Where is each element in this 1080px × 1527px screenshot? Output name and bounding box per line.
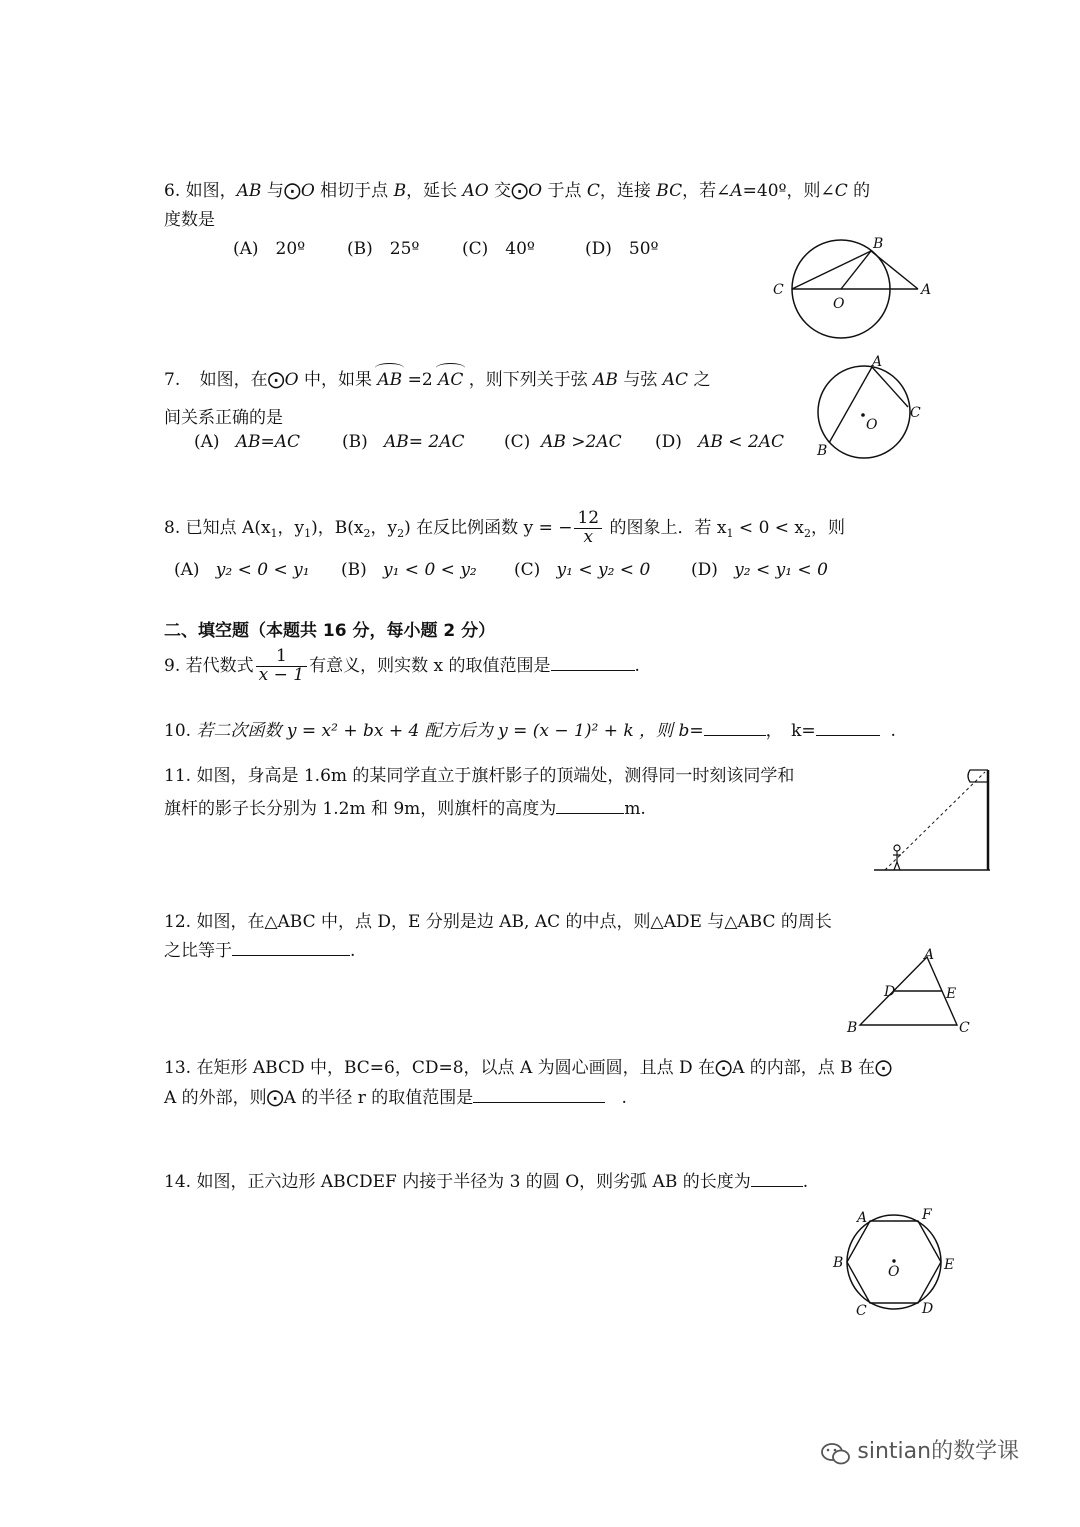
q7-text: 如图，在⨀ — [199, 370, 285, 390]
q10-b-blank[interactable] — [704, 721, 766, 736]
q6-text: AB — [236, 181, 262, 201]
q6-text: B — [393, 181, 407, 201]
q7-text: AC — [662, 370, 689, 390]
q9-frac-num: 1 — [256, 648, 307, 667]
q6-text: 于点 — [542, 181, 587, 201]
q11-number: 11. — [164, 766, 192, 786]
q13-text: 在矩形 ABCD 中，BC=6，CD=8，以点 A 为圆心画圆，且点 D 在⨀A 的内部，点 B 在⨀ — [196, 1058, 893, 1078]
q12-text: . — [350, 941, 356, 961]
q6-text: C — [586, 181, 600, 201]
q14-label-b: B — [833, 1255, 844, 1271]
q11-line2 — [164, 794, 646, 819]
q6-line-ba — [871, 251, 918, 289]
q8-sub: 2 — [397, 527, 405, 541]
q7-number: 7. — [164, 370, 181, 390]
q6-text: ，连接 — [599, 181, 657, 201]
q11-figure — [870, 760, 995, 875]
q12-answer-blank[interactable] — [232, 941, 350, 956]
q11-answer-blank[interactable] — [556, 799, 624, 814]
q14-text: 如图，正六边形 ABCDEF 内接于半径为 3 的圆 O，则劣弧 AB 的长度为 — [196, 1172, 751, 1192]
q11-flag — [968, 770, 988, 782]
q10-line — [164, 716, 896, 741]
q8-sub: 2 — [804, 527, 812, 541]
q12-number: 12. — [164, 912, 192, 932]
q8-option-text: y₂ < 0 < y₁ — [215, 560, 310, 580]
q6-text: 与⨀ — [261, 181, 301, 201]
q10-text: ， k= — [765, 721, 816, 741]
q8-text: )，B(x — [311, 517, 364, 538]
q7-arc-ac: AC — [438, 370, 464, 390]
q8-text: 已知点 A(x — [185, 517, 271, 538]
watermark — [820, 1434, 1019, 1467]
q8-sub: 1 — [270, 527, 278, 541]
q13-line1 — [164, 1053, 892, 1078]
q6-option-b[interactable]: (B) 25º — [347, 239, 420, 259]
q7-label-a: A — [872, 355, 883, 370]
q7-option-label: (B) — [342, 432, 368, 452]
q9-text: 有意义，则实数 x 的取值范围是 — [309, 655, 551, 676]
q6-figure — [765, 230, 945, 345]
q10-text: 若二次函数 y = x² + bx + 4 配方后为 y = (x − 1)² + k ，则 b= — [196, 721, 704, 741]
q6-line-ob — [841, 251, 871, 289]
q6-text: AO — [462, 181, 489, 201]
q9-answer-blank[interactable] — [551, 656, 635, 671]
q8-sub: 1 — [726, 527, 734, 541]
q8-text: ，则 — [811, 517, 846, 538]
q14-label-a: A — [857, 1210, 868, 1226]
q8-option-a[interactable] — [174, 560, 310, 580]
q12-text: 之比等于 — [164, 941, 232, 961]
q8-option-label: (C) — [514, 560, 541, 580]
q9-text: 若代数式 — [185, 655, 254, 676]
q6-text: O — [528, 181, 543, 201]
q7-label-c: C — [910, 405, 921, 421]
q6-text: BC — [656, 181, 683, 201]
q10-k-blank[interactable] — [816, 721, 880, 736]
q6-text: 如图， — [185, 181, 237, 201]
q6-label-o: O — [833, 296, 845, 312]
q14-number: 14. — [164, 1172, 192, 1192]
q6-line1 — [164, 176, 870, 201]
q14-label-e: E — [944, 1257, 955, 1273]
q9-line — [164, 648, 640, 685]
q14-label-c: C — [856, 1303, 867, 1319]
q7-text: O — [284, 370, 299, 390]
q13-text: . — [621, 1088, 627, 1108]
q8-frac-num: 12 — [574, 510, 602, 529]
q9-frac-den: x − 1 — [258, 664, 305, 685]
q6-label-a: A — [921, 282, 932, 298]
q11-person-leg — [897, 862, 900, 870]
q14-text: . — [802, 1172, 809, 1192]
q7-text: 之 — [688, 370, 711, 390]
q12-label-d: D — [884, 984, 896, 1000]
q7-option-a[interactable] — [194, 432, 300, 452]
q12-label-e: E — [946, 986, 957, 1002]
q7-option-b[interactable] — [342, 432, 465, 452]
q12-line2 — [164, 936, 355, 961]
q8-number: 8. — [164, 517, 181, 538]
q9-fraction — [256, 648, 307, 685]
q10-text: . — [890, 721, 896, 741]
q8-sub: 2 — [363, 527, 371, 541]
q7-option-label: (C) — [504, 432, 531, 452]
q7-option-d[interactable] — [655, 432, 784, 452]
q7-label-b: B — [817, 443, 828, 459]
q7-option-text: AB=AC — [235, 432, 301, 452]
wechat-icon — [820, 1441, 852, 1467]
q6-option-d[interactable]: (D) 50º — [585, 239, 659, 259]
q7-option-text: AB < 2AC — [698, 432, 785, 452]
q6-text: ，延长 — [406, 181, 463, 201]
q11-person-head — [894, 845, 900, 851]
q7-option-text: AB >2AC — [541, 432, 622, 452]
q7-arc-ab: AB — [377, 370, 403, 390]
q6-label-b: B — [873, 236, 884, 252]
q14-label-o: O — [888, 1264, 900, 1280]
q7-text: 中，如果 — [298, 370, 378, 390]
q8-sub: 1 — [304, 527, 312, 541]
q7-label-o: O — [866, 417, 878, 433]
q8-option-label: (D) — [691, 560, 718, 580]
q6-text: 交⨀ — [488, 181, 529, 201]
q8-text: ) 在反比例函数 y = − — [404, 517, 573, 538]
q13-answer-blank[interactable] — [473, 1088, 605, 1103]
q6-label-c: C — [773, 282, 784, 298]
q14-label-d: D — [922, 1301, 934, 1317]
q6-option-a[interactable]: (A) 20º — [233, 239, 306, 259]
q8-option-d[interactable] — [691, 560, 828, 580]
q7-line1 — [164, 365, 710, 390]
q6-number: 6. — [164, 181, 181, 201]
q8-text: ，y — [370, 517, 398, 538]
q7-text: =2 — [402, 370, 439, 390]
q11-text: 旗杆的影子长分别为 1.2m 和 9m，则旗杆的高度为 — [164, 799, 557, 819]
q7-text: 与弦 — [617, 370, 663, 390]
q8-line1 — [164, 510, 845, 547]
q8-text: < 0 < x — [733, 517, 805, 538]
q9-number: 9. — [164, 655, 181, 676]
q6-text: A — [730, 181, 743, 201]
q7-text: AB — [593, 370, 618, 390]
q12-label-b: B — [847, 1020, 858, 1036]
q8-option-text: y₂ < y₁ < 0 — [734, 560, 828, 580]
section-heading: 二、填空题（本题共 16 分，每小题 2 分） — [164, 621, 496, 641]
q14-center-dot — [892, 1259, 895, 1262]
q6-text: O — [300, 181, 315, 201]
q11-person-leg — [894, 862, 897, 870]
q7-text: ，则下列关于弦 — [463, 370, 594, 390]
q8-text: ，y — [277, 517, 305, 538]
q8-option-b[interactable] — [341, 560, 477, 580]
q7-figure — [805, 355, 930, 465]
q12-label-a: A — [924, 947, 935, 963]
q6-line2: 度数是 — [164, 210, 215, 230]
q7-option-label: (A) — [194, 432, 220, 452]
q10-number: 10. — [164, 721, 192, 741]
q7-center-dot — [861, 413, 865, 417]
q8-fraction — [574, 510, 602, 547]
watermark-text: sintian的数学课 — [857, 1439, 1020, 1464]
q8-option-label: (B) — [341, 560, 367, 580]
q14-label-f: F — [922, 1207, 932, 1223]
q13-line2 — [164, 1083, 627, 1108]
q7-option-label: (D) — [655, 432, 682, 452]
q8-frac-den: x — [583, 526, 594, 547]
q6-text: 的 — [847, 181, 871, 201]
q13-text: A 的外部，则⨀A 的半径 r 的取值范围是 — [164, 1088, 474, 1108]
q8-option-text: y₁ < y₂ < 0 — [556, 560, 651, 580]
q12-text: 如图，在△ABC 中，点 D，E 分别是边 AB, AC 的中点，则△ADE 与△ABC 的周长 — [196, 912, 832, 932]
q11-text: m. — [624, 799, 646, 819]
q6-option-c[interactable]: (C) 40º — [462, 239, 535, 259]
q7-option-text: AB= 2AC — [383, 432, 465, 452]
q6-text: =40º，则∠ — [742, 181, 835, 201]
q14-answer-blank[interactable] — [751, 1172, 803, 1187]
q13-number: 13. — [164, 1058, 192, 1078]
q12-line1 — [164, 907, 832, 932]
q14-figure — [825, 1200, 965, 1325]
q8-text: 的图象上．若 x — [604, 517, 727, 538]
q14-line — [164, 1167, 808, 1192]
q11-line1 — [164, 761, 794, 786]
q6-text: ，若∠ — [682, 181, 731, 201]
q9-text: . — [634, 655, 640, 676]
q7-option-c[interactable] — [504, 432, 622, 452]
q12-label-c: C — [959, 1020, 970, 1036]
q6-text: C — [834, 181, 848, 201]
q8-option-label: (A) — [174, 560, 200, 580]
q8-option-c[interactable] — [514, 560, 650, 580]
q8-option-text: y₁ < 0 < y₂ — [382, 560, 477, 580]
q7-line2: 间关系正确的是 — [164, 408, 283, 428]
q6-text: 相切于点 — [314, 181, 394, 201]
q12-figure — [842, 945, 977, 1040]
q11-text: 如图，身高是 1.6m 的某同学直立于旗杆影子的顶端处，测得同一时刻该同学和 — [196, 766, 795, 786]
